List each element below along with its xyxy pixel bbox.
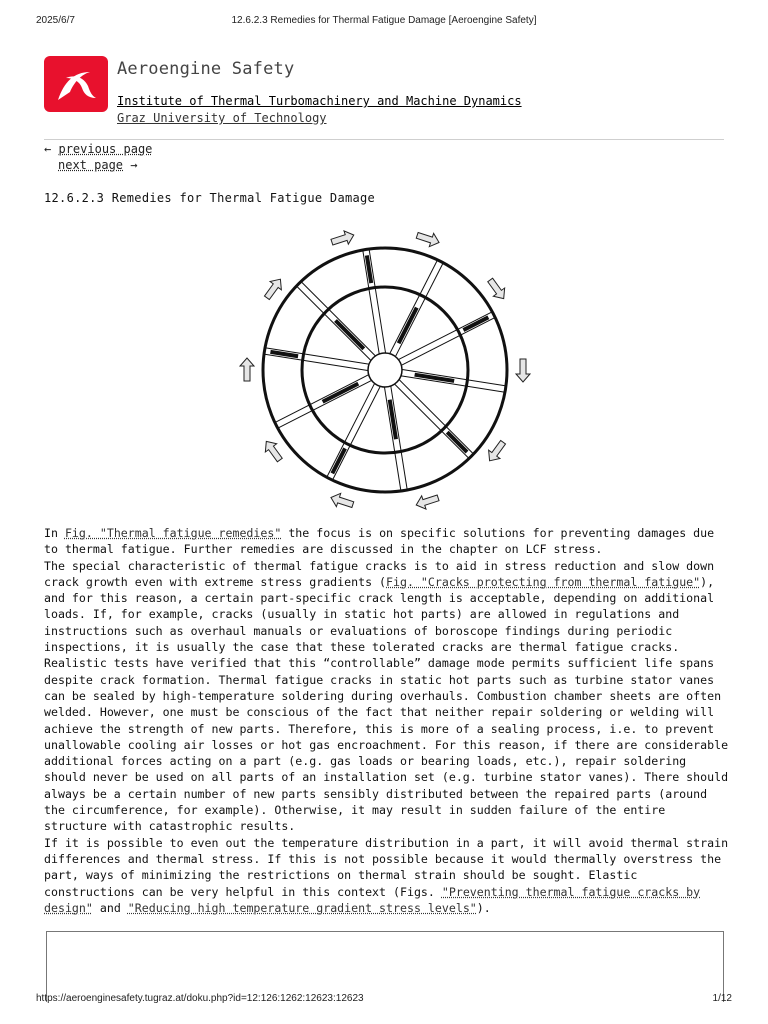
- crack-bar: [323, 384, 359, 402]
- spoke-edge: [395, 384, 469, 458]
- previous-page-label: previous page: [58, 142, 153, 156]
- rotation-arrow-icon: [240, 358, 254, 381]
- print-page-number: 1/12: [712, 993, 732, 1004]
- institute-link[interactable]: Institute of Thermal Turbomachinery and Machine Dynamics: [117, 94, 522, 108]
- text-span: The special characteristic of thermal fatigue cracks is to aid in stress reduction and slow down crack growth even with extreme stress gradients (: [44, 558, 715, 589]
- rotation-arrow-icon: [414, 491, 440, 511]
- spoke-edge: [401, 376, 505, 392]
- fig-thermal-fatigue-remedies-link[interactable]: Fig. "Thermal fatigue remedies": [64, 526, 282, 540]
- rotation-arrow-icon: [329, 491, 355, 511]
- rotation-arrow-icon: [261, 275, 286, 302]
- spoke-edge: [399, 380, 473, 454]
- spoke-edge: [396, 263, 444, 357]
- inner-ring: [302, 287, 468, 453]
- outer-ring: [263, 248, 507, 492]
- fig-preventing-cracks-link[interactable]: "Preventing thermal fatigue cracks by design": [44, 884, 701, 915]
- text-span: In: [44, 526, 65, 540]
- crack-bar: [336, 321, 364, 349]
- spoke-edge: [296, 286, 370, 360]
- crack-bar: [447, 432, 467, 452]
- crack-bar: [415, 375, 455, 381]
- university-link[interactable]: Graz University of Technology: [117, 111, 327, 125]
- site-title: Aeroengine Safety: [117, 59, 295, 79]
- hub: [368, 353, 402, 387]
- paragraph-3: [44, 835, 730, 916]
- next-page-link[interactable]: [58, 158, 138, 172]
- spoke-edge: [332, 387, 380, 481]
- spoke-edge: [390, 260, 438, 354]
- rotation-arrow-icon: [516, 359, 530, 382]
- spoke-edge: [391, 386, 407, 490]
- spoke-edge: [301, 281, 375, 355]
- fig-reducing-gradient-link[interactable]: "Reducing high temperature gradient stress levels": [127, 900, 477, 915]
- thermal-fatigue-diagram: [220, 228, 550, 518]
- print-page-title: 12.6.2.3 Remedies for Thermal Fatigue Damage [Aeroengine Safety]: [231, 15, 537, 26]
- rotation-arrow-icon: [484, 438, 509, 465]
- rotation-arrows-group: [240, 228, 530, 511]
- text-span: If it is possible to even out the temperature distribution in a part, it will avoid thermal strain differences and thermal stress. If this is not possible because it would thermally overstress the part, ways of minimizing the restrictions on thermal strain should be sought. Elastic constructions can be very helpful in this context (Figs.: [44, 835, 729, 899]
- rotation-arrow-icon: [330, 228, 356, 248]
- spoke-edge: [369, 249, 385, 353]
- spoke-edge: [264, 354, 368, 370]
- rotation-arrow-icon: [485, 276, 510, 303]
- text-span: the focus is on specific solutions for preventing damages due to thermal fatigue. Further remedies are discussed in the chapter on LCF stress.: [44, 526, 715, 557]
- next-page-label: next page: [58, 158, 124, 172]
- previous-page-link[interactable]: [44, 142, 152, 156]
- logo-swoosh-icon: [44, 56, 108, 112]
- crack-bar: [332, 448, 345, 473]
- arrow-left-icon: ←: [44, 142, 52, 156]
- section-heading: 12.6.2.3 Remedies for Thermal Fatigue Damage: [44, 191, 376, 205]
- spoke-edge: [384, 387, 400, 491]
- aeroengine-safety-logo[interactable]: [44, 56, 108, 112]
- paragraph-2: [44, 558, 730, 835]
- spoke-edge: [402, 317, 496, 365]
- print-header: [0, 15, 768, 29]
- text-span: and: [92, 900, 128, 915]
- text-span: ), and for this reason, a certain part-specific crack length is acceptable, depending on additional loads. If, for example, cracks (usually in static hot parts) are allowed in regulations and instructions such as overhaul manuals or evaluations of boroscope findings during periodic inspections, it is usually the case that these tolerated cracks are thermal fatigue cracks. Realistic tests have verified that this “controllable” damage mode permits sufficient life spans despite crack formation. Thermal fatigue cracks in static hot parts such as turbine stator vanes can be sealed by high-temperature soldering during overhauls. Combustion chamber sheets are often welded. However, one must be conscious of the fact that neither repair soldering or welding will achieve the strength of new parts. Therefore, this is more of a sealing process, i.e. to prevent unallowable cooling air losses or hot gas encroachment. For this reason, if there are considerable additional forces acting on a part (e.g. gas loads or bearing loads, etc.), repair soldering should never be used on all parts of an installation set (e.g. turbine stator vanes). There should always be a certain number of new parts sensibly distributed between the repaired parts (around the circumference, for example). Otherwise, it may result in sudden failure of the entire structure with catastrophic results.: [44, 574, 729, 834]
- thermal-fatigue-figure: [220, 228, 550, 518]
- header-divider: [44, 139, 724, 140]
- paragraph-1: [44, 525, 730, 558]
- article-body: [44, 525, 730, 916]
- rotation-arrow-icon: [415, 229, 441, 249]
- rotation-arrow-icon: [261, 437, 286, 464]
- spoke-edge: [363, 250, 379, 354]
- print-date: 2025/6/7: [36, 15, 75, 26]
- spoke-edge: [402, 369, 506, 385]
- embedded-figure-frame: [46, 931, 724, 1002]
- crack-bar: [390, 400, 396, 440]
- fig-cracks-protecting-link[interactable]: Fig. "Cracks protecting from thermal fatigue": [386, 574, 701, 589]
- spoke-edge: [278, 381, 372, 429]
- print-footer: [0, 993, 768, 1007]
- spoke-edge: [275, 375, 369, 423]
- spokes-group: [264, 249, 506, 491]
- spoke-edge: [265, 348, 369, 364]
- print-url: https://aeroenginesafety.tugraz.at/doku.php?id=12:126:1262:12623:12623: [36, 993, 364, 1004]
- arrow-right-icon: →: [130, 158, 138, 172]
- crack-bar: [399, 308, 417, 344]
- crack-bar: [463, 317, 488, 330]
- text-span: ).: [476, 900, 491, 915]
